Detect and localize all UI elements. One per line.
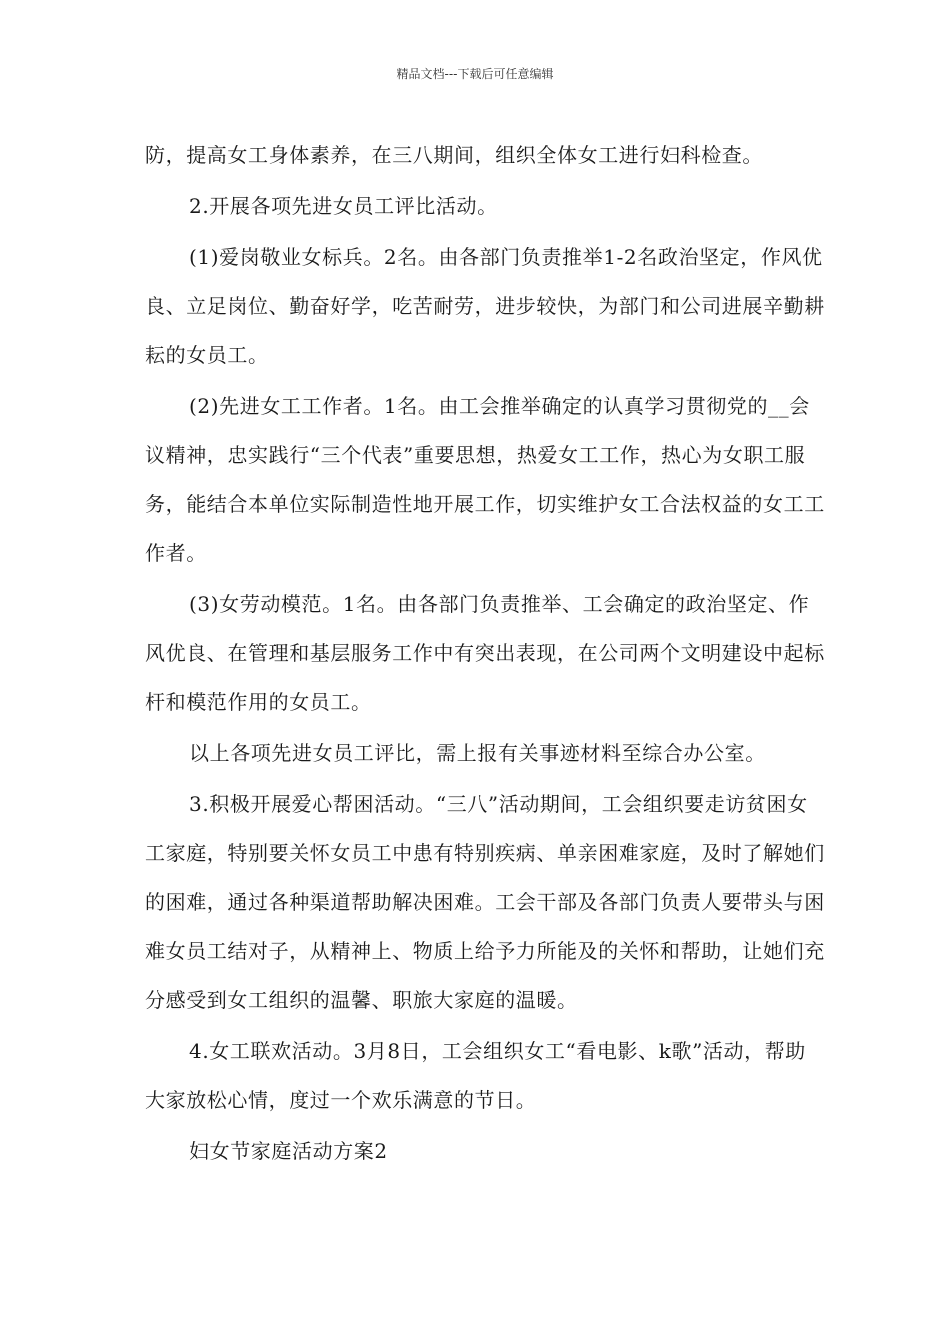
section-heading: 妇女节家庭活动方案2 — [189, 1139, 388, 1163]
paragraph-item-2-3: (3)女劳动模范。1名。由各部门负责推举、工会确定的政治坚定、作风优良、在管理和基层服务工作中有突出表现，在公司两个文明建设中起标杆和模范作用的女员工。 — [145, 592, 825, 714]
paragraph-item-2-1: (1)爱岗敬业女标兵。2名。由各部门负责推举1-2名政治坚定，作风优良、立足岗位、勤奋好学，吃苦耐劳，进步较快，为部门和公司进展辛勤耕耘的女员工。 — [145, 245, 825, 367]
paragraph-item-2-heading: 2.开展各项先进女员工评比活动。 — [189, 194, 498, 218]
paragraph-item-4: 4.女工联欢活动。3月8日，工会组织女工“看电影、k歌”活动，帮助大家放松心情，度过一个欢乐满意的节日。 — [145, 1039, 806, 1112]
paragraph-evaluation-note: 以上各项先进女员工评比，需上报有关事迹材料至综合办公室。 — [189, 741, 766, 765]
paragraph-continuation: 防，提高女工身体素养，在三八期间，组织全体女工进行妇科检查。 — [145, 143, 763, 167]
page-header: 精品文档---下载后可任意编辑 — [396, 67, 554, 81]
paragraph-item-2-2: (2)先进女工工作者。1名。由工会推举确定的认真学习贯彻党的__会议精神，忠实践行“三个代表”重要思想，热爱女工工作，热心为女职工服务，能结合本单位实际制造性地开展工作，切实维护女工合法权益的女工工作者。 — [145, 394, 825, 565]
paragraph-item-3: 3.积极开展爱心帮困活动。“三八”活动期间，工会组织要走访贫困女工家庭，特别要关怀女员工中患有特别疾病、单亲困难家庭，及时了解她们的困难，通过各种渠道帮助解决困难。工会干部及各部门负责人要带头与困难女员工结对子，从精神上、物质上给予力所能及的关怀和帮助，让她们充分感受到女工组织的温馨、职旅大家庭的温暖。 — [145, 792, 825, 1012]
document-body — [145, 131, 825, 1178]
